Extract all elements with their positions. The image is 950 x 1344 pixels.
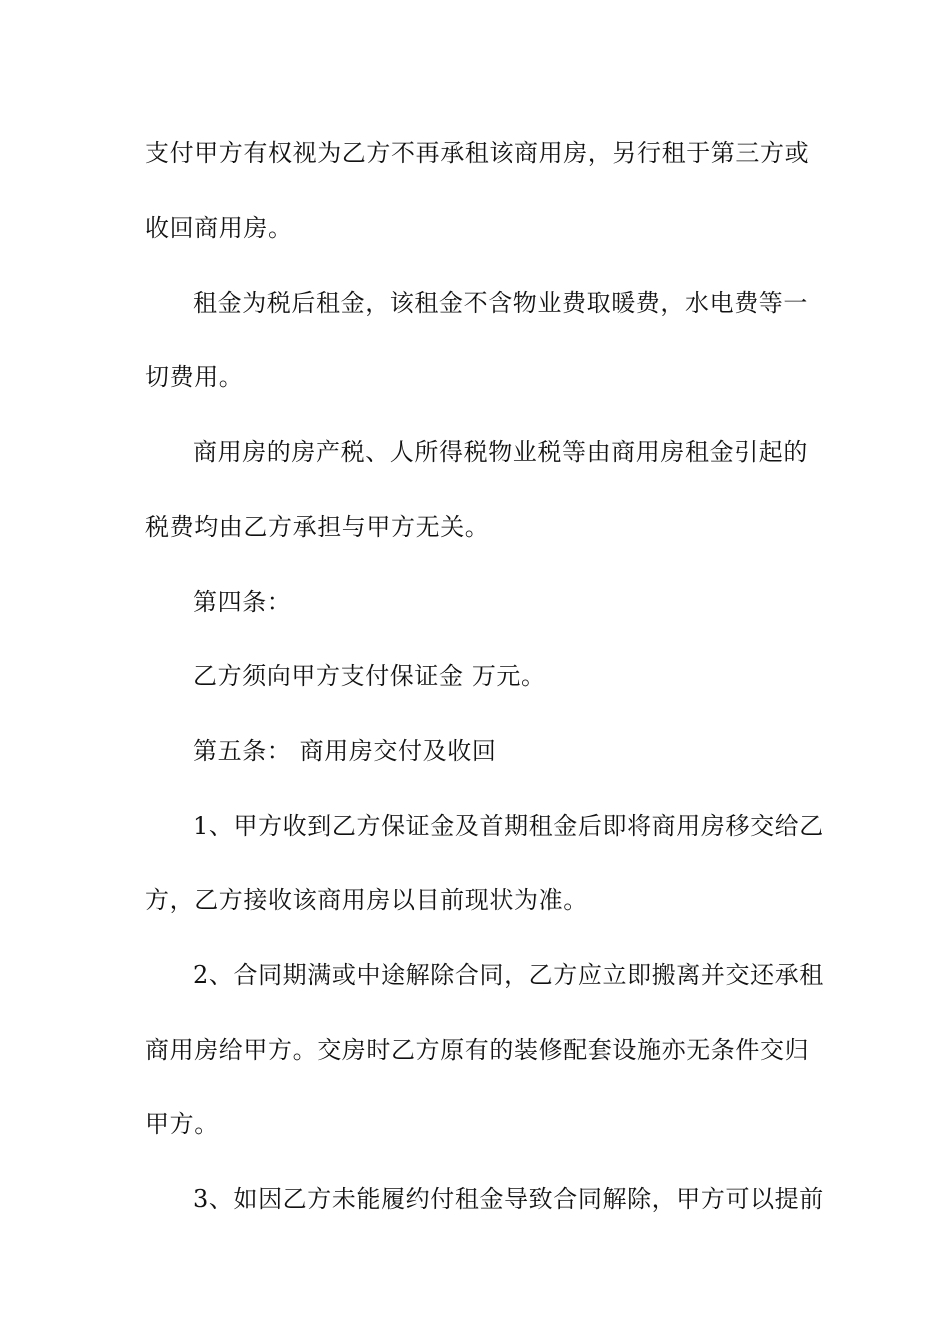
text-line-1: 支付甲方有权视为乙方不再承租该商用房，另行租于第三方或 bbox=[145, 139, 810, 167]
article-four-heading: 第四条： bbox=[193, 588, 292, 616]
text-line-3: 租金为税后租金，该租金不含物业费取暖费，水电费等一 bbox=[193, 289, 808, 317]
text-line-5: 商用房的房产税、人所得税物业税等由商用房租金引起的 bbox=[193, 438, 808, 466]
clause-1-line-1: 1、甲方收到乙方保证金及首期租金后即将商用房移交给乙 bbox=[193, 812, 824, 840]
clause-2-line-2: 商用房给甲方。交房时乙方原有的装修配套设施亦无条件交归 bbox=[145, 1036, 810, 1064]
text-line-4: 切费用。 bbox=[145, 363, 244, 391]
clause-2-line-1: 2、合同期满或中途解除合同，乙方应立即搬离并交还承租 bbox=[193, 961, 824, 989]
text-line-2: 收回商用房。 bbox=[145, 214, 293, 242]
clause-2-line-3: 甲方。 bbox=[145, 1110, 219, 1138]
text-line-8: 乙方须向甲方支付保证金 万元。 bbox=[193, 662, 546, 690]
article-five-heading: 第五条： 商用房交付及收回 bbox=[193, 737, 497, 765]
clause-1-line-2: 方，乙方接收该商用房以目前现状为准。 bbox=[145, 886, 588, 914]
text-line-6: 税费均由乙方承担与甲方无关。 bbox=[145, 513, 490, 541]
clause-3-line-1: 3、如因乙方未能履约付租金导致合同解除，甲方可以提前 bbox=[193, 1185, 824, 1213]
